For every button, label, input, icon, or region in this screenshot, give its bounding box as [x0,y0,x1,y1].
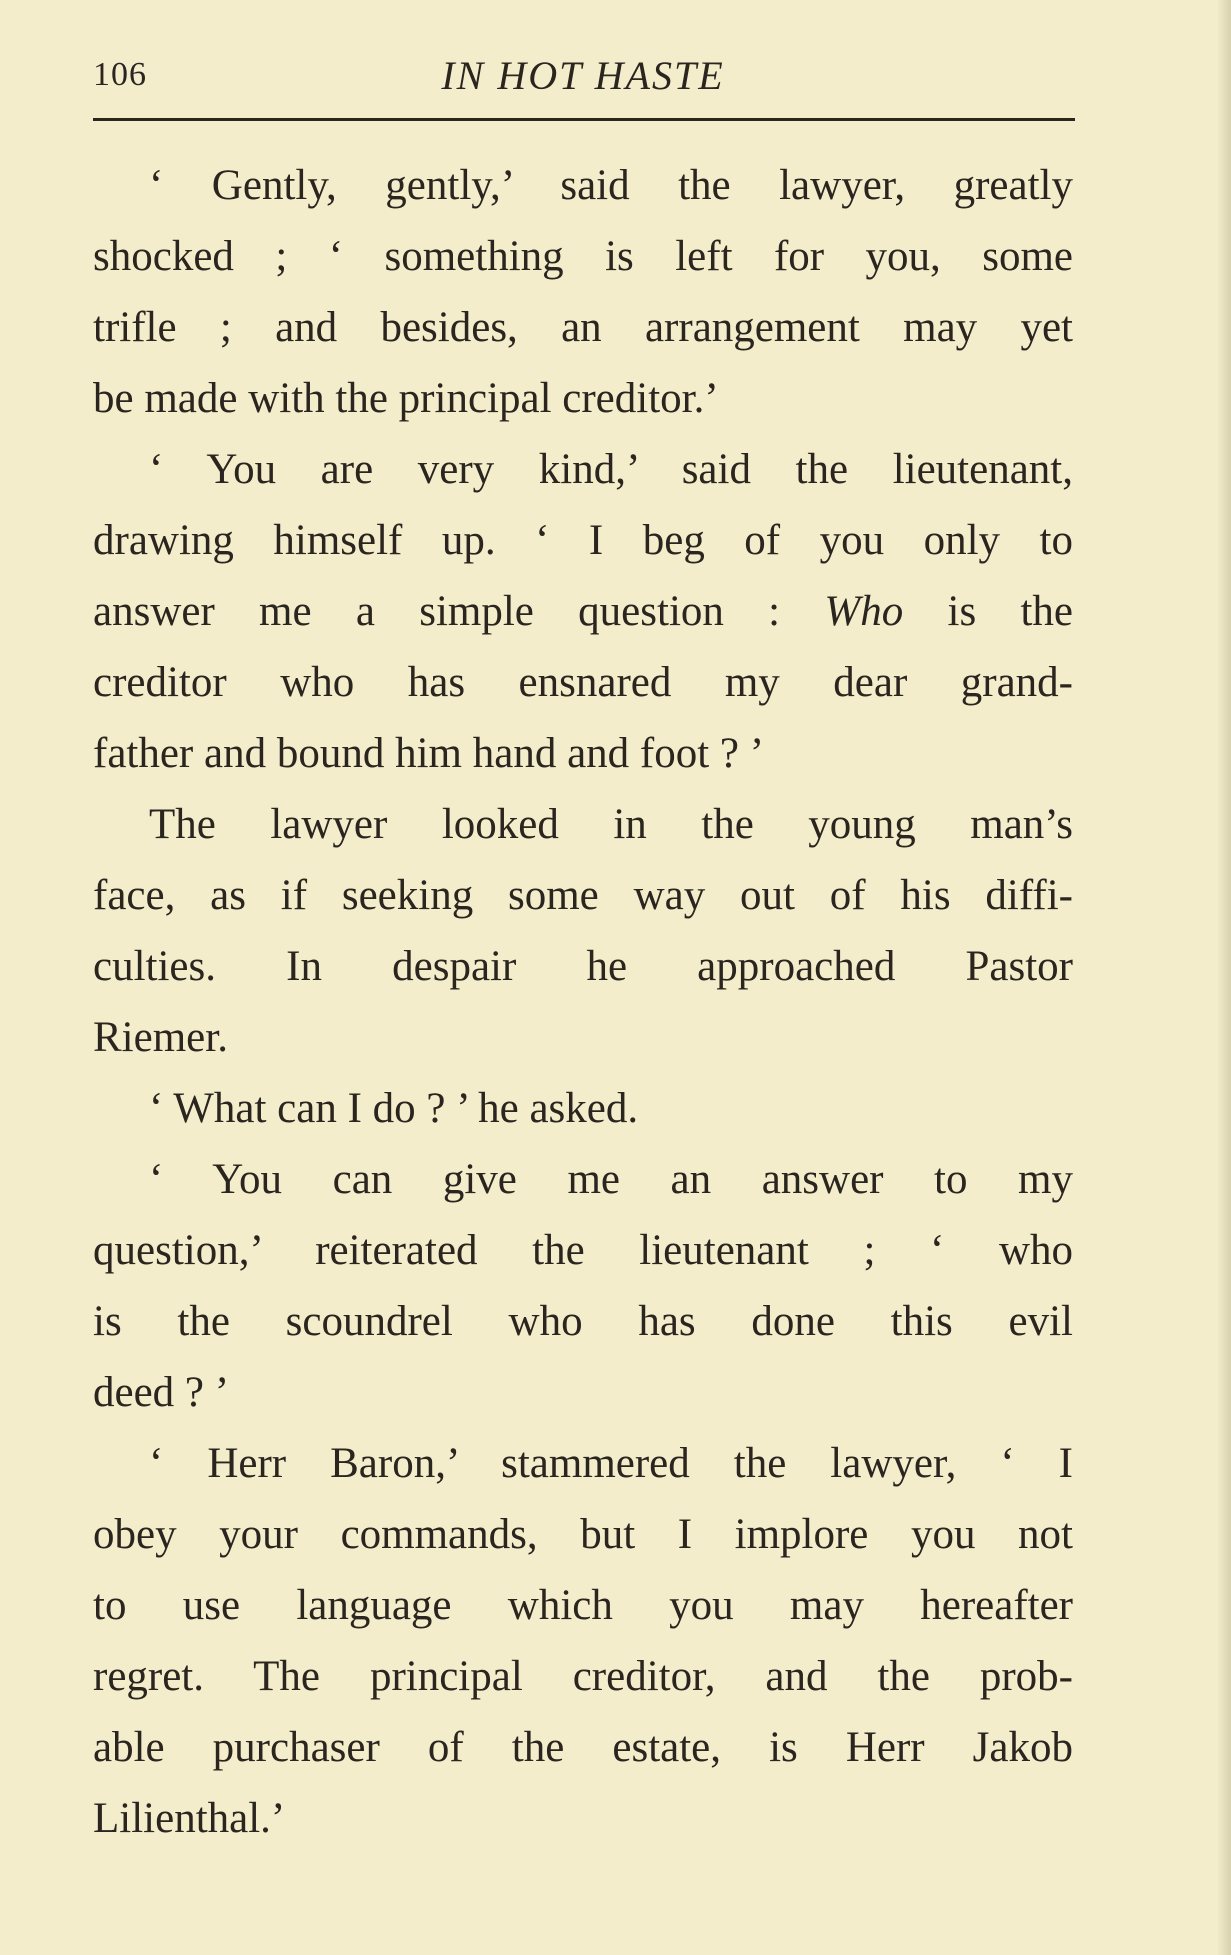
text-line: shocked ; ‘ something is left for you, some [93,233,1073,280]
header-rule [93,118,1075,121]
text-line: ‘ Herr Baron,’ stammered the lawyer, ‘ I [149,1440,1073,1487]
text-line: ‘ You are very kind,’ said the lieutenant, [149,446,1073,493]
text-line: be made with the principal creditor.’ [93,375,719,422]
text-line: ‘ What can I do ? ’ he asked. [149,1085,639,1132]
text-line: drawing himself up. ‘ I beg of you only to [93,517,1073,564]
paragraph-4 [93,1073,1073,1144]
body-text [93,150,1073,1854]
text-line: culties. In despair he approached Pastor [93,943,1073,990]
paragraph-2 [93,434,1073,789]
text-line: trifle ; and besides, an arrangement may yet [93,304,1073,351]
page-edge-shadow [1217,0,1231,1955]
text-line: Riemer. [93,1014,228,1061]
text-line: able purchaser of the estate, is Herr Jakob [93,1724,1073,1771]
text-line: ‘ Gently, gently,’ said the lawyer, greatly [149,162,1073,209]
text-line: Lilienthal.’ [93,1795,286,1842]
text-line: regret. The principal creditor, and the prob- [93,1653,1073,1700]
paragraph-6 [93,1428,1073,1854]
page-number: 106 [93,56,147,93]
text-line-head: answer me a simple question : [93,588,781,635]
text-line-tail: is the [947,588,1074,635]
text-line: ‘ You can give me an answer to my [149,1156,1073,1203]
text-line: to use language which you may hereafter [93,1582,1073,1629]
text-line: creditor who has ensnared my dear grand- [93,659,1073,706]
text-line: question,’ reiterated the lieutenant ; ‘ who [93,1227,1073,1274]
running-title: IN HOT HASTE [441,53,725,98]
paragraph-5 [93,1144,1073,1428]
running-head [93,52,1073,112]
paragraph-3 [93,789,1073,1073]
text-line: is the scoundrel who has done this evil [93,1298,1073,1345]
italic-word: Who [824,588,904,635]
text-line-with-italic [93,576,1073,647]
text-line: father and bound him hand and foot ? ’ [93,730,765,777]
text-line: obey your commands, but I implore you not [93,1511,1073,1558]
text-line: face, as if seeking some way out of his diffi- [93,872,1073,919]
text-line: deed ? ’ [93,1369,230,1416]
paragraph-1 [93,150,1073,434]
text-line: The lawyer looked in the young man’s [149,801,1073,848]
